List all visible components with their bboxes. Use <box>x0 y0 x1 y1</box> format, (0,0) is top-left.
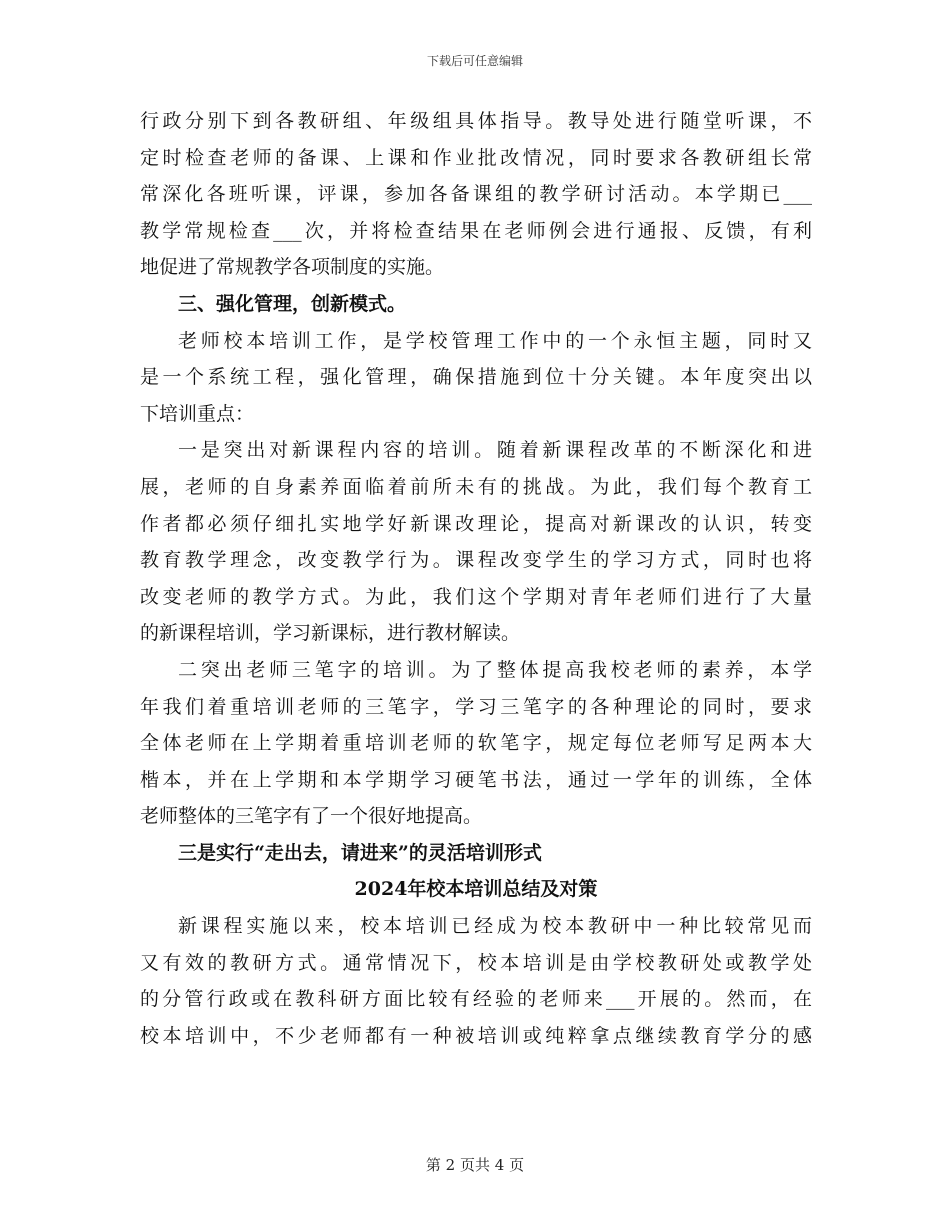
text-line: 年我们着重培训老师的三笔字，学习三笔字的各种理论的同时，要求 <box>140 695 812 718</box>
section-heading: 三、强化管理，创新模式。 <box>178 292 407 315</box>
text-line: 老师校本培训工作，是学校管理工作中的一个永恒主题，同时又 <box>178 329 812 352</box>
text-line: 下培训重点： <box>140 402 255 425</box>
document-title: 2024年校本培训总结及对策 <box>354 878 598 901</box>
text-line: 全体老师在上学期着重培训老师的软笔字，规定每位老师写足两本大 <box>140 732 812 755</box>
page-header: 下载后可任意编辑 <box>426 54 523 68</box>
text-line: 是一个系统工程，强化管理，确保措施到位十分关键。本年度突出以 <box>140 366 812 389</box>
text-line: 教学常规检查___次，并将检查结果在老师例会进行通报、反馈，有利 <box>140 219 812 242</box>
section-heading: 三是实行“走出去，请进来”的灵活培训形式 <box>178 841 542 864</box>
document-body <box>140 103 812 1054</box>
text-line: 校本培训中，不少老师都有一种被培训或纯粹拿点继续教育学分的感 <box>140 1024 812 1047</box>
text-line: 的分管行政或在教科研方面比较有经验的老师来___开展的。然而，在 <box>140 988 812 1011</box>
text-line: 二突出老师三笔字的培训。为了整体提高我校老师的素养，本学 <box>178 658 812 681</box>
text-line: 改变老师的教学方式。为此，我们这个学期对青年老师们进行了大量 <box>140 585 812 608</box>
text-line: 地促进了常规教学各项制度的实施。 <box>140 256 445 279</box>
text-line: 展，老师的自身素养面临着前所未有的挑战。为此，我们每个教育工 <box>140 475 812 498</box>
page-footer: 第 2 页共 4 页 <box>425 1156 525 1174</box>
text-line: 老师整体的三笔字有了一个很好地提高。 <box>140 805 483 828</box>
text-line: 行政分别下到各教研组、年级组具体指导。教导处进行随堂听课，不 <box>140 110 812 132</box>
text-line: 楷本，并在上学期和本学期学习硬笔书法，通过一学年的训练，全体 <box>140 768 812 791</box>
text-line: 定时检查老师的备课、上课和作业批改情况，同时要求各教研组长常 <box>140 146 812 169</box>
text-line: 教育教学理念，改变教学行为。课程改变学生的学习方式，同时也将 <box>140 549 812 572</box>
text-line: 新课程实施以来，校本培训已经成为校本教研中一种比较常见而 <box>178 915 812 938</box>
text-line: 作者都必须仔细扎实地学好新课改理论，提高对新课改的认识，转变 <box>140 512 812 535</box>
text-line: 一是突出对新课程内容的培训。随着新课程改革的不断深化和进 <box>178 439 812 462</box>
text-line: 又有效的教研方式。通常情况下，校本培训是由学校教研处或教学处 <box>140 951 812 974</box>
text-line: 常深化各班听课，评课，参加各备课组的教学研讨活动。本学期已___ <box>140 183 812 206</box>
text-line: 的新课程培训，学习新课标，进行教材解读。 <box>140 622 521 645</box>
